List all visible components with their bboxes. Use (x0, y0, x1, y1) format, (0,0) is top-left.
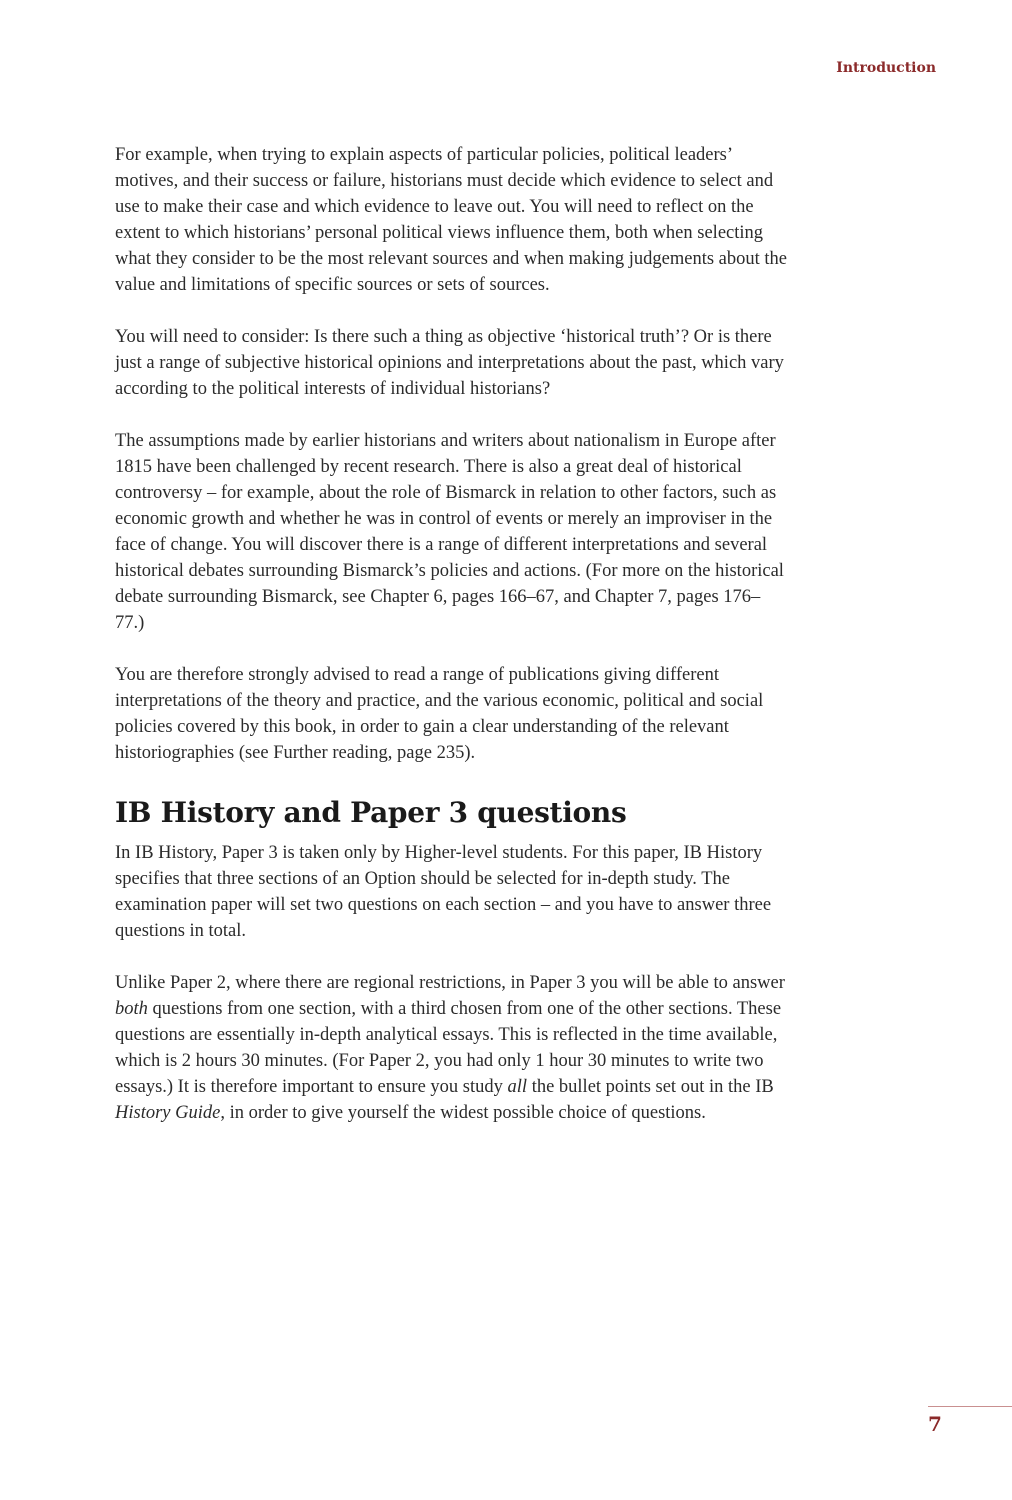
main-text (115, 142, 787, 1152)
running-head: Introduction (836, 60, 936, 76)
text-run: , in order to give yourself the widest possible choice of questions. (220, 1103, 706, 1123)
paragraph: For example, when trying to explain aspects of particular policies, political leaders’ motives, and their success or failure, historians must decide which evidence to select and use to make their case and which evidence to leave out. You will need to reflect on the extent to which historians’ personal political views influence them, both when selecting what they consider to be the most relevant sources and when making judgements about the value and limitations of specific sources or sets of sources. (115, 145, 787, 295)
paragraph: The assumptions made by earlier historians and writers about nationalism in Europe after 1815 have been challenged by recent research. There is also a great deal of historical controversy – for example, about the role of Bismarck in relation to other factors, such as economic growth and whether he was in control of events or merely an improviser in the face of change. You will discover there is a range of different interpretations and several historical debates surrounding Bismarck’s policies and actions. (For more on the historical debate surrounding Bismarck, see Chapter 6, pages 166–67, and Chapter 7, pages 176–77.) (115, 431, 784, 633)
emphasis: History Guide (115, 1103, 221, 1123)
paragraph (115, 970, 787, 1126)
paragraph: You are therefore strongly advised to read a range of publications giving different interpretations of the theory and practice, and the various economic, political and social policies covered by this book, in order to gain a clear understanding of the relevant historiographies (see Further reading, page 235). (115, 665, 764, 763)
footer-rule (928, 1406, 1012, 1407)
text-run: questions from one section, with a third chosen from one of the other sections. These questions are essentially in-depth analytical essays. This is reflected in the time available, which is 2 hours 30 minutes. (For Paper 2, you had only 1 hour 30 minutes to write two essays.) It is therefore important to ensure you study (115, 999, 782, 1097)
text-run: the bullet points set out in the IB (527, 1077, 774, 1097)
text-run: Unlike Paper 2, where there are regional restrictions, in Paper 3 you will be able to answer (115, 973, 785, 993)
emphasis: all (507, 1077, 528, 1097)
page-number: 7 (928, 1412, 942, 1436)
section-heading: IB History and Paper 3 questions (115, 796, 627, 829)
emphasis: both (115, 999, 148, 1019)
paragraph: In IB History, Paper 3 is taken only by Higher-level students. For this paper, IB History specifies that three sections of an Option should be selected for in-depth study. The examination paper will set two questions on each section – and you have to answer three questions in total. (115, 843, 772, 941)
paragraph: You will need to consider: Is there such a thing as objective ‘historical truth’? Or is there just a range of subjective historical opinions and interpretations about the past, which vary according to the political interests of individual historians? (115, 327, 784, 399)
